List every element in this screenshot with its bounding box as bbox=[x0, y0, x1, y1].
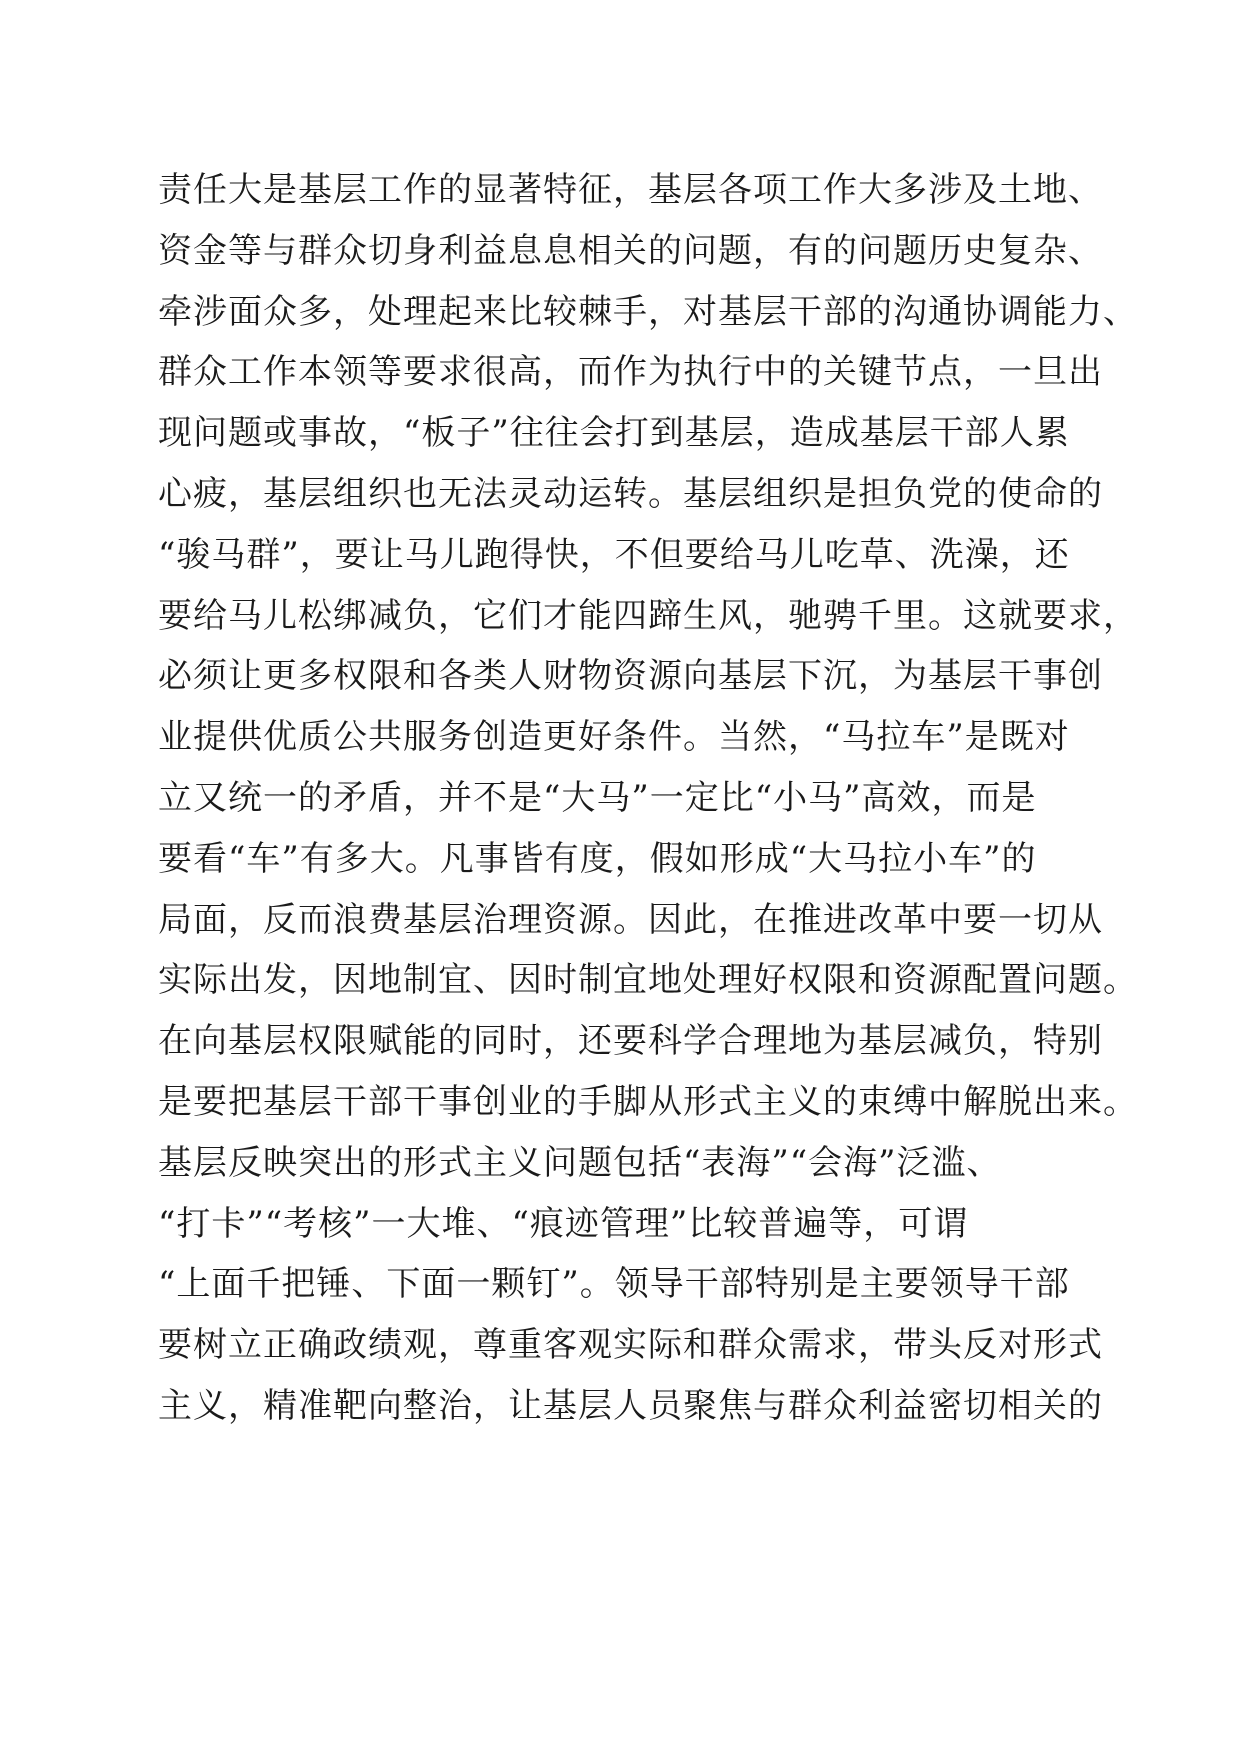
text-line: 基层反映突出的形式主义问题包括“表海”“会海”泛滥、 bbox=[158, 1142, 1002, 1183]
text-line: 责任大是基层工作的显著特征，基层各项工作大多涉及土地、 bbox=[158, 170, 1103, 210]
text-line: “上面千把锤、下面一颗钉”。领导干部特别是主要领导干部 bbox=[158, 1264, 1070, 1305]
text-line: 必须让更多权限和各类人财物资源向基层下沉，为基层干事创 bbox=[158, 656, 1103, 697]
text-line: 要树立正确政绩观，尊重客观实际和群众需求，带头反对形式 bbox=[158, 1325, 1103, 1366]
body-text bbox=[158, 160, 1138, 1437]
text-line: “打卡”“考核”一大堆、“痕迹管理”比较普遍等，可谓 bbox=[158, 1203, 969, 1244]
text-line: 是要把基层干部干事创业的手脚从形式主义的束缚中解脱出来。 bbox=[158, 1081, 1138, 1122]
text-line: 主义，精准靶向整治，让基层人员聚焦与群众利益密切相关的 bbox=[158, 1385, 1103, 1426]
text-line: 心疲，基层组织也无法灵动运转。基层组织是担负党的使命的 bbox=[158, 473, 1103, 514]
text-line: 群众工作本领等要求很高，而作为执行中的关键节点，一旦出 bbox=[158, 352, 1103, 393]
text-line: 现问题或事故，“板子”往往会打到基层，造成基层干部人累 bbox=[158, 413, 1070, 454]
text-line: “骏马群”，要让马儿跑得快，不但要给马儿吃草、洗澡，还 bbox=[158, 534, 1070, 575]
text-line: 局面，反而浪费基层治理资源。因此，在推进改革中要一切从 bbox=[158, 899, 1103, 940]
text-line: 牵涉面众多，处理起来比较棘手，对基层干部的沟通协调能力、 bbox=[158, 291, 1138, 332]
text-line: 在向基层权限赋能的同时，还要科学合理地为基层减负，特别 bbox=[158, 1021, 1103, 1062]
text-line: 要给马儿松绑减负，它们才能四蹄生风，驰骋千里。这就要求， bbox=[158, 595, 1138, 636]
text-line: 实际出发，因地制宜、因时制宜地处理好权限和资源配置问题。 bbox=[158, 960, 1138, 1001]
text-line: 要看“车”有多大。凡事皆有度，假如形成“大马拉小车”的 bbox=[158, 838, 1037, 879]
text-line: 资金等与群众切身利益息息相关的问题，有的问题历史复杂、 bbox=[158, 230, 1103, 271]
text-line: 立又统一的矛盾，并不是“大马”一定比“小马”高效，而是 bbox=[158, 777, 1037, 818]
text-line: 业提供优质公共服务创造更好条件。当然，“马拉车”是既对 bbox=[158, 717, 1070, 758]
